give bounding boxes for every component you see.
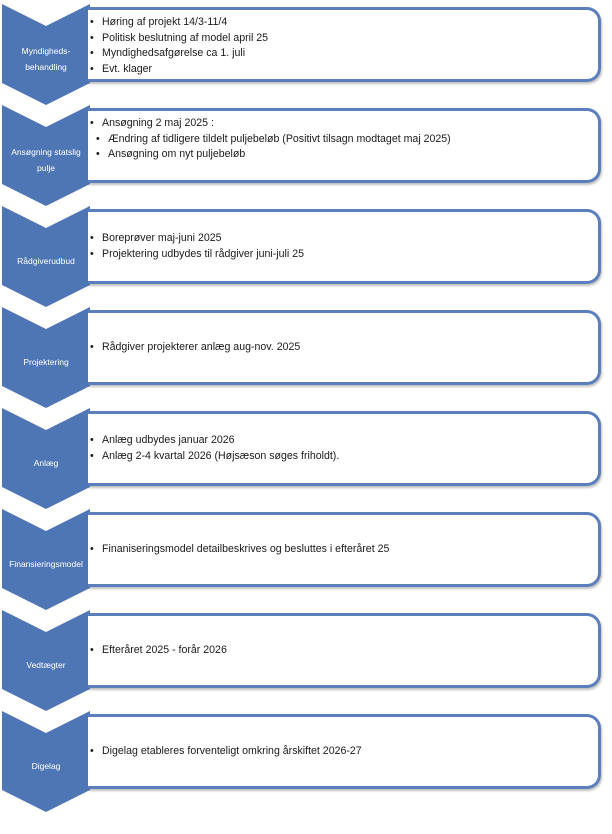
- stage-box-ansøgning-statslig-pulje: [88, 108, 601, 183]
- stage-label-line: Anlæg: [33, 457, 59, 468]
- stage-label-line: Myndigheds-: [21, 45, 71, 56]
- stage-box-anlæg: [88, 411, 601, 486]
- bullet-item: • Boreprøver maj-juni 2025: [88, 231, 598, 247]
- bullet-item: • Projektering udbydes til rådgiver juni-juli 25: [88, 247, 598, 263]
- bullet-item: • Evt. klager: [88, 62, 598, 78]
- stage-bullet-list: [88, 313, 598, 356]
- stage-box-projektering: [88, 310, 601, 385]
- bullet-item: • Anlæg 2-4 kvartal 2026 (Højsæson søges friholdt).: [88, 449, 598, 465]
- stage-label-projektering: [2, 354, 90, 370]
- stage-label-ansøgning-statslig-pulje: [2, 144, 90, 176]
- sub-bullet-item: • Ansøgning om nyt puljebeløb: [88, 147, 598, 163]
- stage-label-anlæg: [2, 455, 90, 471]
- stage-label-myndigheds-behandling: [2, 43, 90, 75]
- stage-bullet-list: [88, 717, 598, 760]
- bullet-item: • Politisk beslutning af model april 25: [88, 31, 598, 47]
- stage-bullet-list: [88, 515, 598, 558]
- stage-label-finansieringsmodel: [2, 556, 90, 572]
- stage-label-line: Digelag: [31, 760, 61, 771]
- stage-label-vedtægter: [2, 657, 90, 673]
- stage-bullet-list: [88, 10, 598, 77]
- stage-label-line: Ansøgning statslig: [11, 146, 81, 157]
- stage-bullet-list: [88, 212, 598, 262]
- bullet-item: • Rådgiver projekterer anlæg aug-nov. 2025: [88, 340, 598, 356]
- bullet-item: • Efteråret 2025 - forår 2026: [88, 643, 598, 659]
- stage-box-digelag: [88, 714, 601, 789]
- stage-label-line: Vedtægter: [26, 659, 66, 670]
- stage-box-rådgiverudbud: [88, 209, 601, 284]
- stage-label-rådgiverudbud: [2, 253, 90, 269]
- stage-label-digelag: [2, 758, 90, 774]
- sub-bullet-item: • Ændring af tidligere tildelt puljebeløb (Positivt tilsagn modtaget maj 2025): [88, 132, 598, 148]
- stage-box-myndigheds-behandling: [88, 7, 601, 82]
- stage-bullet-list: [88, 111, 598, 163]
- stage-box-vedtægter: [88, 613, 601, 688]
- stage-label-line: Finansieringsmodel: [9, 558, 83, 569]
- bullet-item: • Anlæg udbydes januar 2026: [88, 433, 598, 449]
- bullet-item: • Ansøgning 2 maj 2025 :: [88, 116, 598, 132]
- bullet-item: • Digelag etableres forventeligt omkring årskiftet 2026-27: [88, 744, 598, 760]
- bullet-item: • Myndighedsafgørelse ca 1. juli: [88, 46, 598, 62]
- bullet-item: • Høring af projekt 14/3-11/4: [88, 15, 598, 31]
- stage-label-line: Projektering: [23, 356, 69, 367]
- stage-label-line: Rådgiverudbud: [17, 255, 75, 266]
- bullet-item: • Finaniseringsmodel detailbeskrives og besluttes i efteråret 25: [88, 542, 598, 558]
- stage-bullet-list: [88, 616, 598, 659]
- stage-box-finansieringsmodel: [88, 512, 601, 587]
- stage-bullet-list: [88, 414, 598, 464]
- stage-label-line: behandling: [25, 61, 67, 72]
- stage-label-line: pulje: [37, 162, 55, 173]
